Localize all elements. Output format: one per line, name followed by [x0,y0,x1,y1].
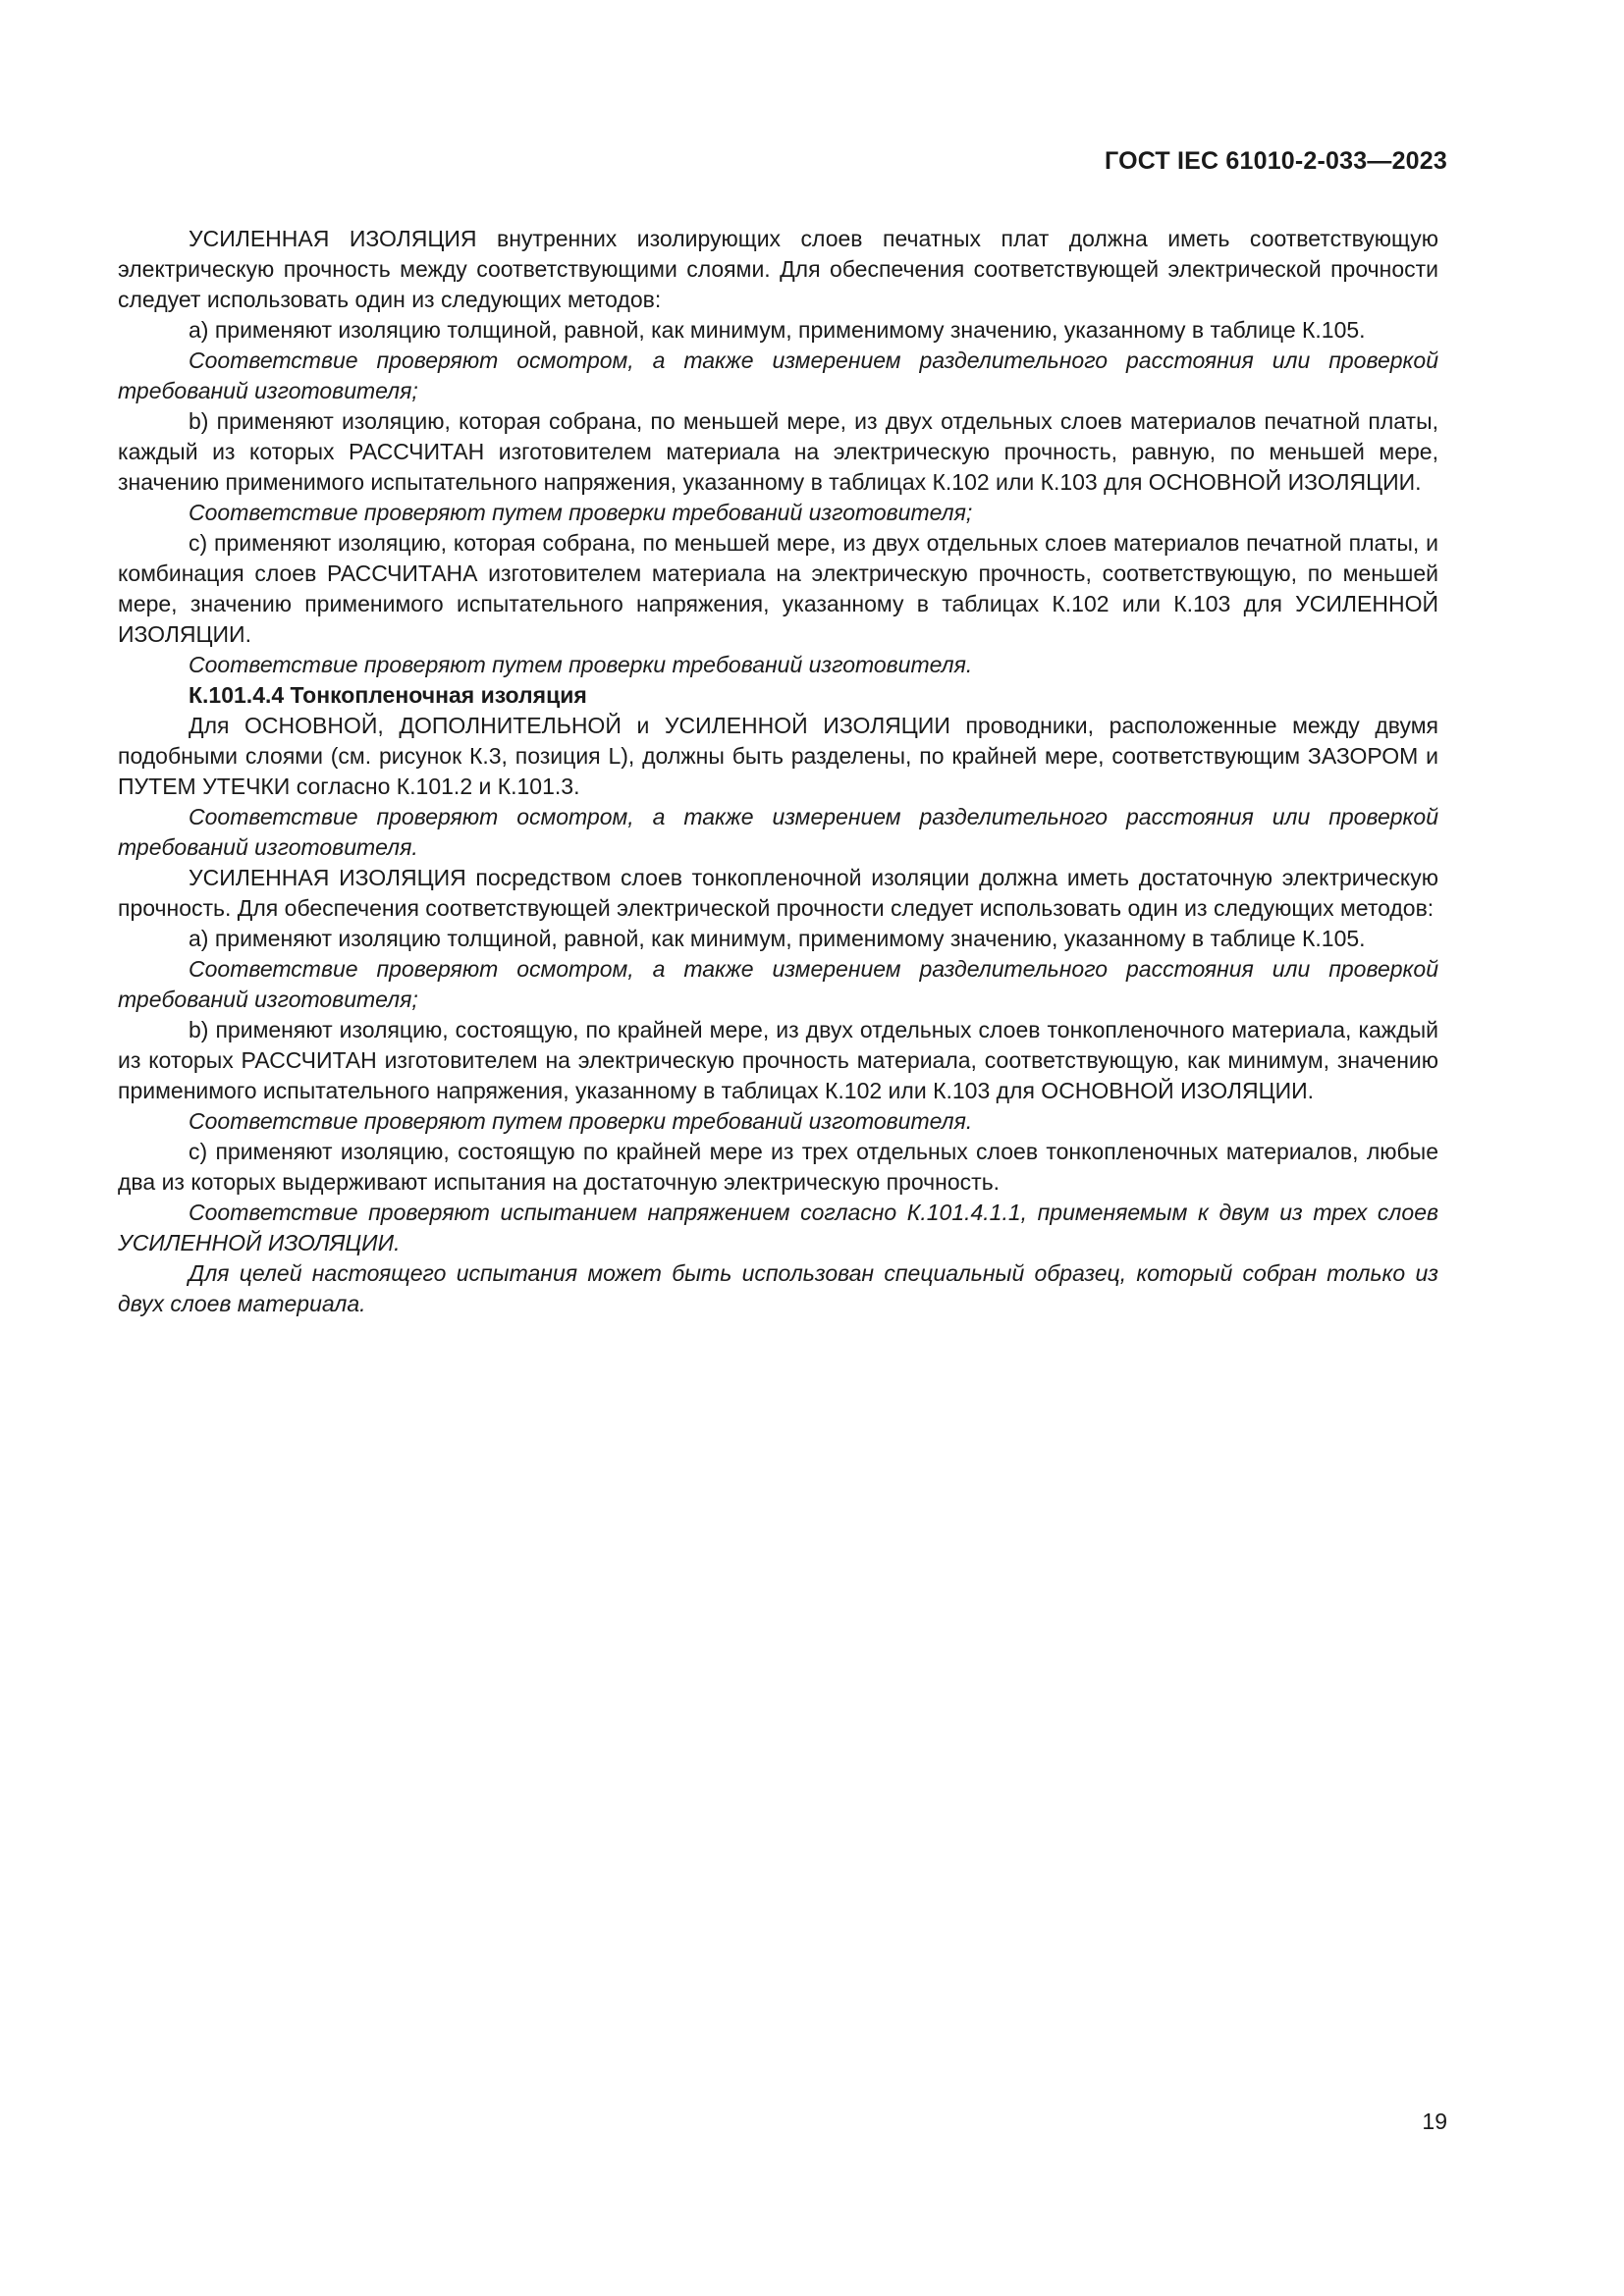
compliance-note: Соответствие проверяют осмотром, а также измерением разделительного расстояния или проверкой требований изготовителя; [118,956,1438,1012]
compliance-note: Соответствие проверяют путем проверки требований изготовителя. [189,652,973,677]
document-body [118,224,1438,1319]
list-item-c: с) применяют изоляцию, которая собрана, по меньшей мере, из двух отдельных слоев материалов печатной платы, и комбинация слоев РАССЧИТАНА изготовителем материала на электрическую прочность, соответствующую, по меньшей мере, значению применимого испытательного напряжения, указанному в таблицах К.102 или К.103 для УСИЛЕННОЙ ИЗОЛЯЦИИ. [118,530,1438,647]
list-item-a: а) применяют изоляцию толщиной, равной, как минимум, применимому значению, указанному в таблице К.105. [189,317,1366,343]
compliance-note: Соответствие проверяют осмотром, а также измерением разделительного расстояния или проверкой требований изготовителя. [118,804,1438,860]
list-item-b: b) применяют изоляцию, которая собрана, по меньшей мере, из двух отдельных слоев материалов печатной платы, каждый из которых РАССЧИТАН изготовителем материала на электрическую прочность, равную, по меньшей мере, значению применимого испытательного напряжения, указанному в таблицах К.102 или К.103 для ОСНОВНОЙ ИЗОЛЯЦИИ. [118,408,1438,495]
compliance-note: Соответствие проверяют испытанием напряжением согласно К.101.4.1.1, применяемым к двум из трех слоев УСИЛЕННОЙ ИЗОЛЯЦИИ. [118,1200,1438,1255]
paragraph: УСИЛЕННАЯ ИЗОЛЯЦИЯ внутренних изолирующих слоев печатных плат должна иметь соответствующую электрическую прочность между соответствующими слоями. Для обеспечения соответствующей электрической прочности следует использовать один из следующих методов: [118,226,1438,312]
page-number: 19 [1422,2109,1447,2134]
list-item-a: а) применяют изоляцию толщиной, равной, как минимум, применимому значению, указанному в таблице К.105. [189,926,1366,951]
paragraph: УСИЛЕННАЯ ИЗОЛЯЦИЯ посредством слоев тонкопленочной изоляции должна иметь достаточную электрическую прочность. Для обеспечения соответствующей электрической прочности следует использовать один из следующих методов: [118,865,1438,921]
compliance-note: Соответствие проверяют путем проверки требований изготовителя. [189,1108,973,1134]
list-item-b: b) применяют изоляцию, состоящую, по крайней мере, из двух отдельных слоев тонкопленочного материала, каждый из которых РАССЧИТАН изготовителем на электрическую прочность материала, соответствующую, как минимум, значению применимого испытательного напряжения, указанному в таблицах К.102 или К.103 для ОСНОВНОЙ ИЗОЛЯЦИИ. [118,1017,1438,1103]
compliance-note: Для целей настоящего испытания может быть использован специальный образец, который собран только из двух слоев материала. [118,1260,1438,1316]
compliance-note: Соответствие проверяют путем проверки требований изготовителя; [189,500,973,525]
section-heading: К.101.4.4 Тонкопленочная изоляция [189,682,587,708]
compliance-note: Соответствие проверяют осмотром, а также измерением разделительного расстояния или проверкой требований изготовителя; [118,347,1438,403]
document-header: ГОСТ IEC 61010-2-033—2023 [1105,147,1447,175]
paragraph: Для ОСНОВНОЙ, ДОПОЛНИТЕЛЬНОЙ и УСИЛЕННОЙ ИЗОЛЯЦИИ проводники, расположенные между двумя подобными слоями (см. рисунок К.3, позиция L), должны быть разделены, по крайней мере, соответствующим ЗАЗОРОМ и ПУТЕМ УТЕЧКИ согласно К.101.2 и К.101.3. [118,713,1438,799]
list-item-c: с) применяют изоляцию, состоящую по крайней мере из трех отдельных слоев тонкопленочных материалов, любые два из которых выдерживают испытания на достаточную электрическую прочность. [118,1139,1438,1195]
